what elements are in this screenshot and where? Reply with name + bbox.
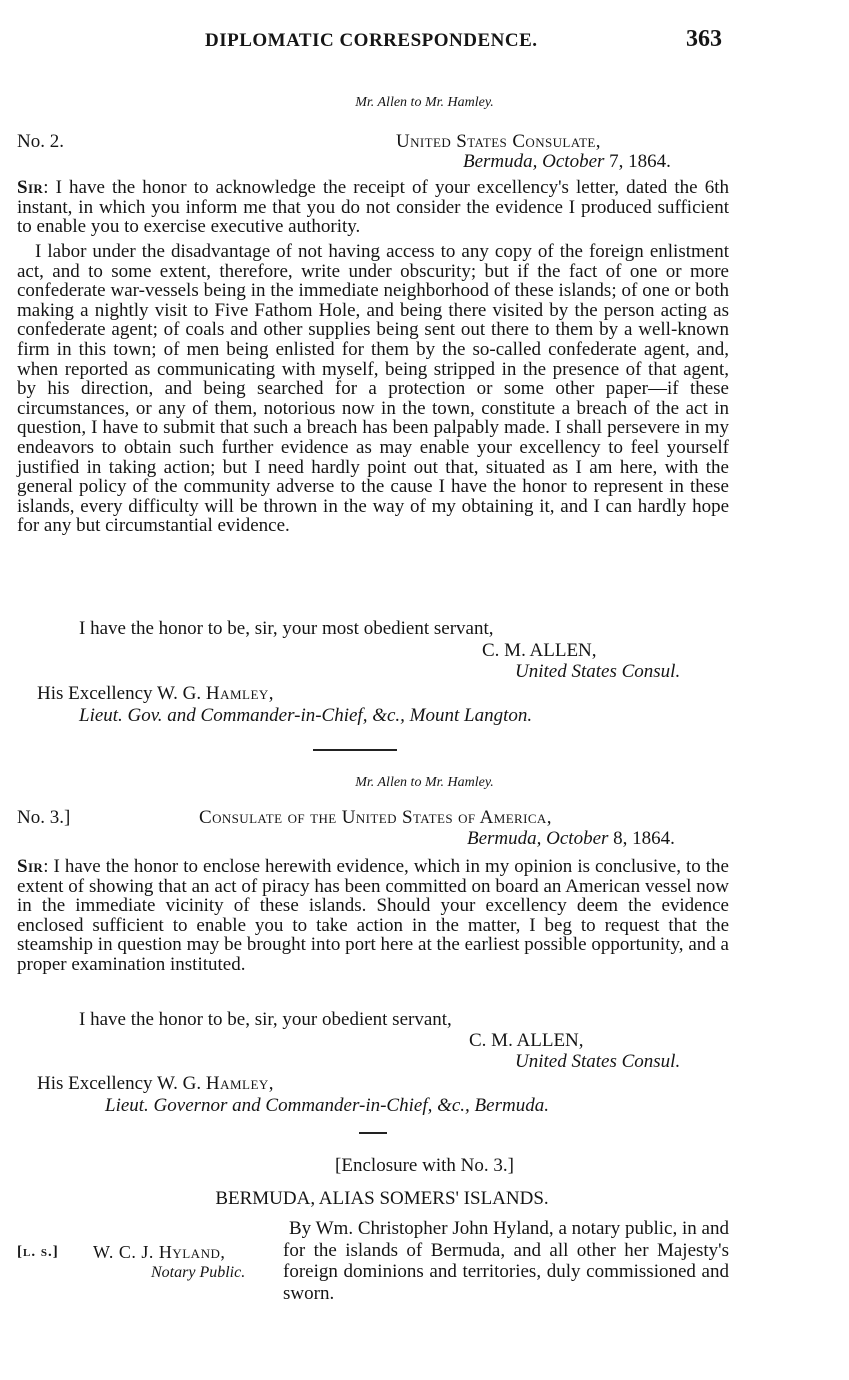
letter1-signature: C. M. ALLEN, bbox=[482, 640, 597, 661]
letter1-date-number: 7, 1864. bbox=[609, 151, 671, 172]
letter2-salutation: Sir bbox=[17, 856, 44, 877]
notary-signature bbox=[93, 1242, 225, 1263]
letter1-paragraph-1 bbox=[17, 178, 729, 237]
letter2-signature: C. M. ALLEN, bbox=[469, 1030, 584, 1051]
letter1-addressee-name: Hamley, bbox=[205, 683, 275, 704]
letter1-addressee-title: Lieut. Gov. and Commander-in-Chief, &c., Mount Langton. bbox=[79, 705, 533, 726]
letter2-place: Consulate of the United States of America, bbox=[199, 807, 552, 828]
notary-name: W. C. J. Hyland, bbox=[93, 1242, 226, 1262]
seal-mark: [l. s.] bbox=[17, 1244, 59, 1260]
letter2-para1-text: : I have the honor to enclose herewith evidence, which in my opinion is conclusive, to the extent of showing that an act of piracy has been committed on board an American vessel now in the immediate vicinity of these islands. Should your excellency deem the evidence enclosed sufficient to enable you to take action in the matter, I beg to request that the steamship in question may be brought into port here at the earliest possible opportunity, and a proper examination instituted. bbox=[17, 856, 729, 975]
letter2-addressee-prefix: His Excellency W. G. bbox=[37, 1073, 202, 1094]
section-divider bbox=[313, 749, 397, 751]
letter1-closing: I have the honor to be, sir, your most obedient servant, bbox=[79, 618, 494, 639]
letter2-addressee bbox=[37, 1073, 274, 1095]
section-divider-short bbox=[359, 1132, 387, 1134]
letter1-paragraph-2: I labor under the disadvantage of not having access to any copy of the foreign enlistment act, and to some extent, therefore, write under obscurity; but if the fact of one or more confederate war-vessels being in the immediate neighborhood of these islands; of one or both making a nightly visit to Five Fathom Hole, and being there visited by the person acting as confederate agent; of coals and other supplies being sent out there to them by a well-known firm in this town; of men being enlisted for them by the so-called confederate agent, and, when reported as communicating with myself, being stripped in the presence of that agent, by his direction, and being searched for a protection or some other paper—if these circumstances, or any of them, notorious now in the town, constitute a breach of the act in question, I have to submit that such a breach has been palpably made. I shall persevere in my endeavors to obtain such further evidence as may enable your excellency to feel yourself justified in taking action; but I need hardly point out that, situated as I am here, with the general policy of the community adverse to the cause I have the honor to represent in these islands, every difficulty will be thrown in the way of my obtaining it, and I can hardly hope for any but circumstantial evidence. bbox=[17, 241, 729, 537]
running-title: DIPLOMATIC CORRESPONDENCE. bbox=[205, 30, 538, 51]
letter1-place: United States Consulate, bbox=[396, 131, 601, 152]
letter2-paragraph-1 bbox=[17, 857, 729, 975]
enclosure-title: BERMUDA, ALIAS SOMERS' ISLANDS. bbox=[215, 1188, 549, 1209]
letter2-heading: Mr. Allen to Mr. Hamley. bbox=[355, 775, 494, 790]
letter2-date-number: 8, 1864. bbox=[613, 828, 675, 849]
enclosure-text: By Wm. Christopher John Hyland, a notary public, in and for the islands of Bermuda, and all other her Majesty's foreign dominions and territories, duly commissioned and sworn. bbox=[283, 1218, 729, 1304]
letter1-number: No. 2. bbox=[17, 131, 64, 152]
letter2-date bbox=[467, 828, 675, 850]
letter2-number: No. 3.] bbox=[17, 807, 71, 828]
letter2-closing: I have the honor to be, sir, your obedient servant, bbox=[79, 1009, 452, 1030]
letter1-heading: Mr. Allen to Mr. Hamley. bbox=[355, 95, 494, 110]
letter1-para1-text: : I have the honor to acknowledge the receipt of your excellency's letter, dated the 6th instant, in which you inform me that you do not consider the evidence I produced sufficient to enable you to exercise executive authority. bbox=[17, 177, 729, 238]
letter1-salutation: Sir bbox=[17, 177, 44, 198]
page-number: 363 bbox=[686, 26, 722, 52]
letter1-date bbox=[463, 151, 671, 173]
letter2-addressee-title: Lieut. Governor and Commander-in-Chief, &c., Bermuda. bbox=[105, 1095, 549, 1116]
enclosure-label: [Enclosure with No. 3.] bbox=[335, 1155, 514, 1176]
letter1-signature-title: United States Consul. bbox=[515, 661, 681, 682]
notary-role: Notary Public. bbox=[151, 1264, 246, 1281]
letter2-signature-title: United States Consul. bbox=[515, 1051, 681, 1072]
letter1-date-place: Bermuda, October bbox=[463, 151, 605, 172]
running-head bbox=[0, 26, 849, 56]
letter1-addressee bbox=[37, 683, 274, 705]
letter1-addressee-prefix: His Excellency W. G. bbox=[37, 683, 202, 704]
letter2-date-place: Bermuda, October bbox=[467, 828, 609, 849]
letter2-addressee-name: Hamley, bbox=[205, 1073, 275, 1094]
